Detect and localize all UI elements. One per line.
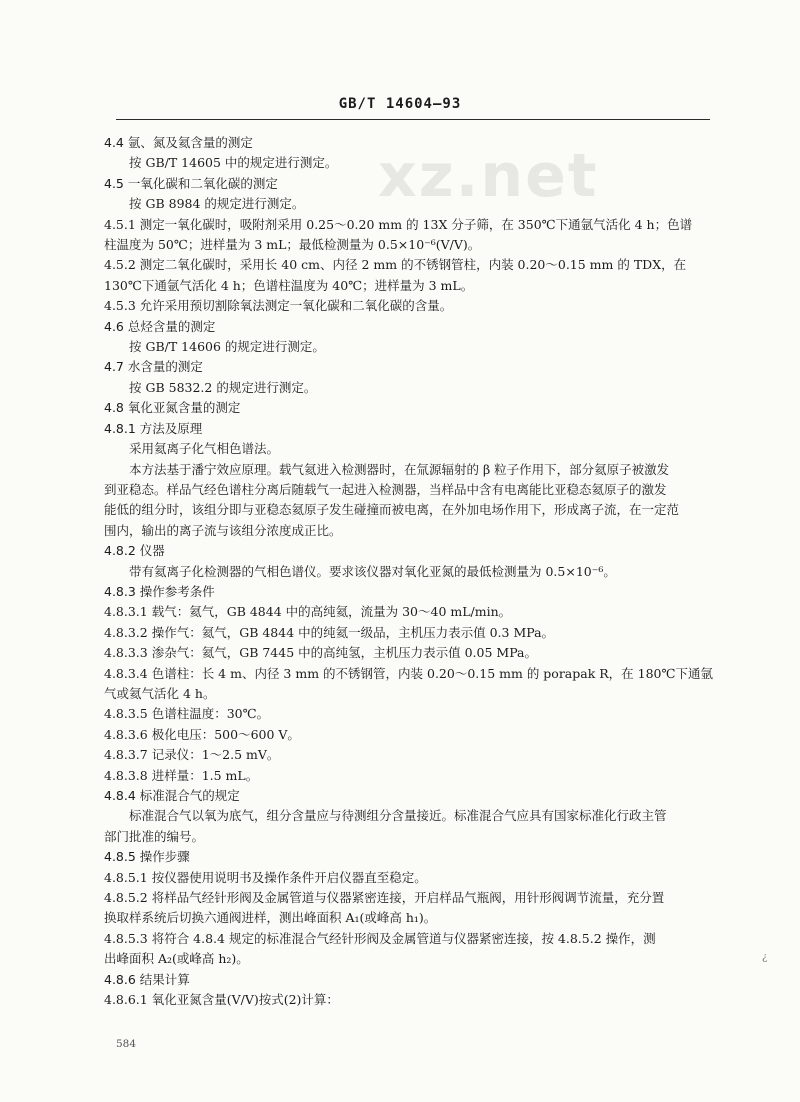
text-line: 4.8.5.2 将样品气经针形阀及金属管道与仪器紧密连接，开启样品气瓶阀，用针形阀调节流量，充分置	[104, 890, 665, 906]
text-line: 4.8.5 操作步骤	[104, 849, 190, 865]
header-rule	[116, 119, 710, 120]
text-line: 4.5 一氧化碳和二氧化碳的测定	[104, 175, 278, 191]
text-line: 4.8.6.1 氧化亚氮含量(V/V)按式(2)计算：	[104, 992, 339, 1008]
text-line: 4.8.5.3 将符合 4.8.4 规定的标准混合气经针形阀及金属管道与仪器紧密连接，按 4.8.5.2 操作，测	[104, 930, 656, 946]
watermark: xz.net	[378, 141, 599, 211]
text-line: 出峰面积 A₂(或峰高 h₂)。	[104, 951, 249, 967]
text-line: 4.5.2 测定二氧化碳时，采用长 40 cm、内径 2 mm 的不锈钢管柱，内装 0.20～0.15 mm 的 TDX，在	[104, 257, 687, 273]
text-line: 4.8.2 仪器	[104, 543, 165, 559]
text-line: 采用氦离子化气相色谱法。	[129, 441, 280, 457]
text-line: 4.4 氩、氮及氦含量的测定	[104, 135, 253, 150]
text-line: 柱温度为 50℃；进样量为 3 mL；最低检测量为 0.5×10⁻⁶(V/V)。	[104, 237, 481, 253]
text-line: 4.5.3 允许采用预切割除氧法测定一氧化碳和二氧化碳的含量。	[104, 298, 453, 314]
text-line: 4.8.3.7 记录仪：1～2.5 mV。	[104, 747, 280, 763]
text-line: 4.8.3 操作参考条件	[104, 583, 215, 599]
text-line: 4.8.3.6 极化电压：500～600 V。	[104, 726, 300, 742]
text-line: 本方法基于潘宁效应原理。载气氦进入检测器时，在氚源辐射的 β 粒子作用下，部分氦原子被激发	[129, 461, 670, 477]
text-line: 到亚稳态。样品气经色谱柱分离后随载气一起进入检测器，当样品中含有电离能比亚稳态氦原子的激发	[104, 481, 667, 497]
standard-header: GB/T 14604—93	[338, 96, 462, 112]
text-line: 按 GB 8984 的规定进行测定。	[129, 196, 305, 212]
text-line: 4.6 总烃含量的测定	[104, 318, 216, 334]
text-line: 4.8 氧化亚氮含量的测定	[104, 400, 241, 416]
text-line: 4.8.6 结果计算	[104, 971, 190, 987]
text-line: 4.8.3.1 载气：氦气，GB 4844 中的高纯氦，流量为 30～40 mL/min。	[104, 604, 512, 620]
text-line: 4.8.3.3 渗杂气：氦气，GB 7445 中的高纯氢，主机压力表示值 0.05 MPa。	[104, 645, 538, 661]
text-line: 围内，输出的离子流与该组分浓度成正比。	[104, 522, 342, 538]
scan-mark: ¿	[762, 952, 768, 963]
text-line: 4.8.3.8 进样量：1.5 mL。	[104, 767, 259, 783]
text-line: 按 GB/T 14605 中的规定进行测定。	[129, 155, 338, 171]
text-line: 气或氦气活化 4 h。	[104, 685, 216, 701]
document-body	[104, 133, 718, 1010]
text-line: 4.8.1 方法及原理	[104, 420, 203, 436]
text-line: 标准混合气以氧为底气，组分含量应与待测组分含量接近。标准混合气应具有国家标准化行政主管	[129, 808, 667, 824]
text-line: 4.8.3.4 色谱柱：长 4 m、内径 3 mm 的不锈钢管，内装 0.20～0.15 mm 的 porapak R，在 180℃下通氩	[104, 665, 713, 681]
text-line: 换取样系统后切换六通阀进样，测出峰面积 A₁(或峰高 h₁)。	[104, 910, 437, 926]
text-line: 4.5.1 测定一氧化碳时，吸附剂采用 0.25～0.20 mm 的 13X 分子筛，在 350℃下通氩气活化 4 h；色谱	[104, 216, 693, 232]
text-line: 4.8.5.1 按仪器使用说明书及操作条件开启仪器直至稳定。	[104, 869, 427, 885]
text-line: 能低的组分时，该组分即与亚稳态氦原子发生碰撞而被电离，在外加电场作用下，形成离子流，在一定范	[104, 502, 680, 518]
text-line: 130℃下通氩气活化 4 h；色谱柱温度为 40℃；进样量为 3 mL。	[104, 277, 474, 293]
text-line: 4.8.3.5 色谱柱温度：30℃。	[104, 706, 270, 722]
text-line: 4.8.3.2 操作气：氦气，GB 4844 中的纯氦一级品，主机压力表示值 0.3 MPa。	[104, 624, 555, 640]
text-line: 4.7 水含量的测定	[104, 359, 203, 375]
text-line: 4.8.4 标准混合气的规定	[104, 788, 240, 803]
text-line: 按 GB/T 14606 的规定进行测定。	[129, 339, 325, 355]
text-line: 带有氦离子化检测器的气相色谱仪。要求该仪器对氧化亚氮的最低检测量为 0.5×10⁻⁶。	[129, 563, 616, 579]
text-line: 部门批准的编号。	[104, 828, 205, 844]
page-number: 584	[116, 1038, 137, 1050]
text-line: 按 GB 5832.2 的规定进行测定。	[129, 379, 317, 395]
